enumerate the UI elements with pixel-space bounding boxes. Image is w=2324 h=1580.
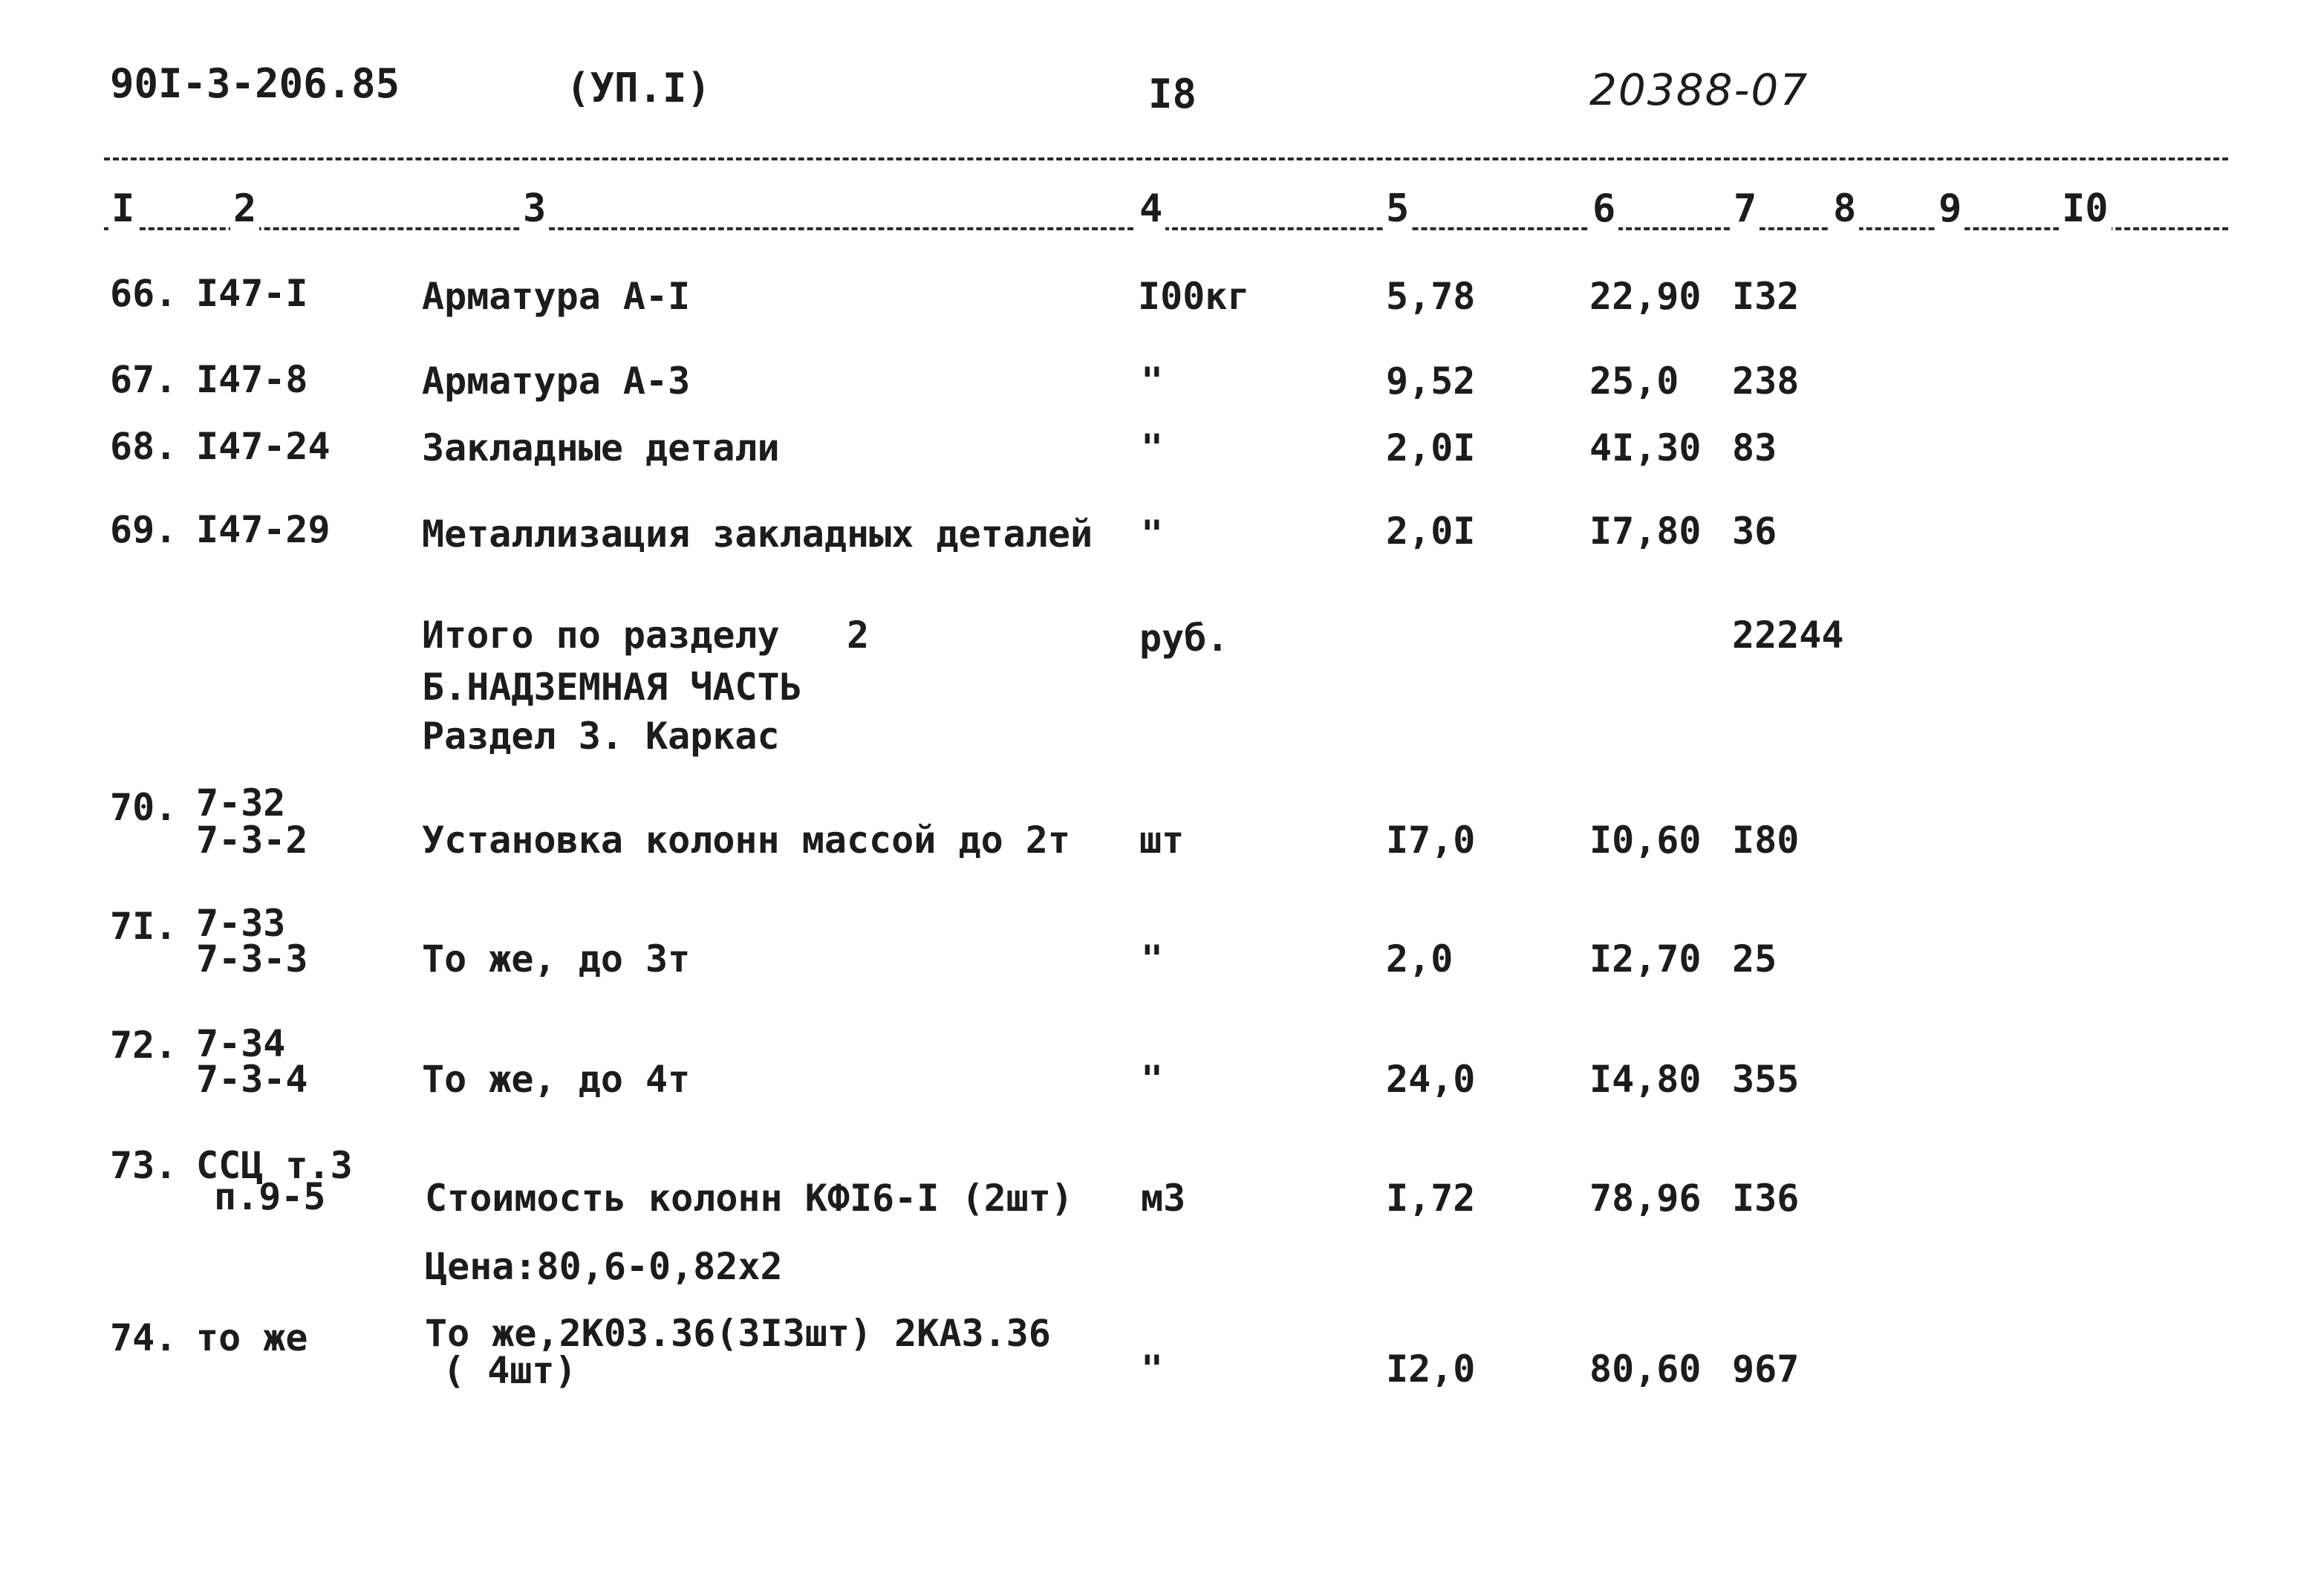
row-unit: шт	[1139, 819, 1185, 862]
row-code: 7-32	[196, 781, 286, 825]
row-price: 22,90	[1589, 275, 1702, 318]
row-total: 25	[1732, 937, 1777, 981]
column-number: 6	[1589, 187, 1618, 230]
row-qty: 2,0I	[1386, 510, 1476, 553]
row-name: Закладные детали	[422, 426, 780, 469]
column-number: 9	[1936, 187, 1965, 230]
row-total: 36	[1732, 510, 1777, 553]
page-number: I8	[1148, 71, 1197, 117]
handwritten-number: 20388-07	[1589, 65, 1809, 115]
row-qty: I,72	[1386, 1177, 1476, 1220]
row-name: То же, до 3т	[422, 937, 691, 981]
row-qty: 9,52	[1386, 360, 1476, 403]
row-total: I80	[1732, 819, 1800, 862]
column-number: 5	[1383, 187, 1412, 230]
row-code-secondary: п.9-5	[214, 1175, 326, 1218]
part-heading: Б.НАДЗЕМНАЯ ЧАСТЬ	[422, 666, 802, 709]
row-name: Стоимость колонн КФI6-I (2шт)	[425, 1177, 1073, 1220]
row-number: 68.	[110, 425, 178, 468]
row-code: I47-24	[196, 425, 331, 468]
row-name: То же, до 4т	[422, 1058, 691, 1101]
row-total: I32	[1732, 275, 1800, 318]
row-code: то же	[196, 1316, 308, 1359]
row-code-secondary: 7-3-4	[196, 1058, 308, 1101]
row-price: I7,80	[1589, 510, 1702, 553]
column-number: 7	[1731, 187, 1760, 230]
row-price: 80,60	[1589, 1347, 1702, 1391]
row-number: 72.	[110, 1024, 178, 1067]
row-code: I47-8	[196, 358, 308, 401]
row-code: ССЦ т.3	[196, 1144, 353, 1187]
row-code-secondary: 7-3-3	[196, 937, 308, 981]
row-unit: "	[1141, 1347, 1164, 1391]
row-name-secondary: Цена:80,6-0,82х2	[425, 1245, 783, 1288]
row-price: I2,70	[1589, 937, 1702, 981]
row-code-secondary: 7-3-2	[196, 819, 308, 862]
row-unit: "	[1141, 937, 1164, 981]
column-number: 4	[1136, 187, 1165, 230]
row-code: I47-I	[196, 272, 308, 315]
row-name: Арматура А-3	[422, 360, 691, 403]
column-number: 3	[520, 187, 549, 230]
row-total: 83	[1732, 426, 1777, 469]
section-heading: Раздел 3. Каркас	[422, 715, 780, 758]
row-unit: I00кг	[1138, 275, 1250, 318]
row-price: I0,60	[1589, 819, 1702, 862]
row-number: 74.	[110, 1316, 178, 1359]
row-name: Металлизация закладных деталей	[422, 513, 1093, 556]
column-number: I	[108, 187, 137, 230]
top-dashed-line	[104, 157, 2228, 160]
row-total: 238	[1732, 360, 1800, 403]
row-code: 7-33	[196, 902, 286, 945]
row-qty: I2,0	[1386, 1347, 1476, 1391]
row-name: Установка колонн массой до 2т	[422, 819, 1070, 862]
row-code: 7-34	[196, 1022, 286, 1065]
row-qty: 24,0	[1386, 1058, 1476, 1101]
row-unit: "	[1141, 1058, 1164, 1101]
row-price: 25,0	[1589, 360, 1679, 403]
row-number: 69.	[110, 508, 178, 551]
section-total-value: 22244	[1732, 614, 1844, 657]
row-code: I47-29	[196, 508, 331, 551]
row-qty: I7,0	[1386, 819, 1476, 862]
row-price: 78,96	[1589, 1177, 1702, 1220]
row-total: 967	[1732, 1347, 1800, 1391]
row-number: 70.	[110, 786, 178, 829]
row-unit: м3	[1141, 1177, 1186, 1220]
row-total: I36	[1732, 1177, 1800, 1220]
row-price: I4,80	[1589, 1058, 1702, 1101]
column-header-dashed-line	[104, 227, 2228, 230]
column-number: 2	[230, 187, 259, 230]
column-number: 8	[1830, 187, 1859, 230]
section-total-unit: руб.	[1139, 617, 1229, 660]
row-unit: "	[1141, 513, 1164, 556]
row-total: 355	[1732, 1058, 1800, 1101]
section-total-label: Итого по разделу 2	[422, 614, 870, 657]
album-label: (УП.I)	[566, 65, 712, 111]
row-unit: "	[1141, 426, 1164, 469]
row-number: 66.	[110, 272, 178, 315]
row-number: 73.	[110, 1144, 178, 1187]
row-unit: "	[1141, 360, 1164, 403]
row-number: 7I.	[110, 905, 178, 948]
row-name: Арматура А-I	[422, 275, 691, 318]
row-name-secondary: ( 4шт)	[443, 1349, 577, 1392]
column-number: I0	[2059, 187, 2112, 230]
row-name: То же,2К03.36(3I3шт) 2КА3.36	[425, 1312, 1051, 1355]
row-qty: 2,0	[1386, 937, 1454, 981]
row-qty: 5,78	[1386, 275, 1476, 318]
row-number: 67.	[110, 358, 178, 401]
row-qty: 2,0I	[1386, 426, 1476, 469]
row-price: 4I,30	[1589, 426, 1702, 469]
doc-code: 90I-3-206.85	[110, 60, 400, 107]
